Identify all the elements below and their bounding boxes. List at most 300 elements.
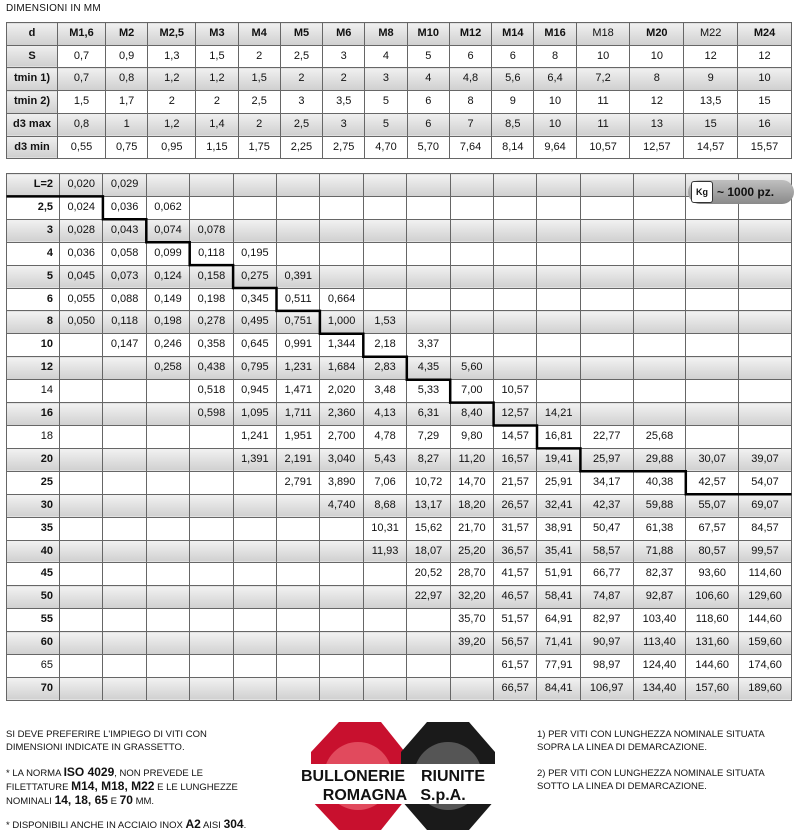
weight-cell: 84,57 bbox=[739, 517, 792, 540]
dimensions-cell: 12 bbox=[738, 45, 792, 68]
weight-cell bbox=[320, 609, 363, 632]
weight-cell: 144,60 bbox=[739, 609, 792, 632]
weight-cell bbox=[146, 655, 189, 678]
weight-cell: 25,91 bbox=[537, 471, 580, 494]
weight-cell bbox=[233, 196, 276, 219]
weight-cell bbox=[277, 494, 320, 517]
weight-cell: 92,87 bbox=[633, 586, 686, 609]
weight-cell: 40,38 bbox=[633, 471, 686, 494]
note-iso-text: E LE LUNGHEZZE NOMINALI bbox=[6, 782, 238, 807]
weight-cell bbox=[739, 288, 792, 311]
weight-cell bbox=[580, 242, 633, 265]
weight-cell bbox=[580, 334, 633, 357]
weight-cell bbox=[60, 563, 103, 586]
weight-cell bbox=[363, 196, 406, 219]
weight-cell bbox=[60, 609, 103, 632]
column-header-size: M1,6 bbox=[58, 23, 106, 46]
weight-cell: 9,80 bbox=[450, 425, 493, 448]
weight-cell: 0,751 bbox=[277, 311, 320, 334]
weight-cell bbox=[190, 471, 233, 494]
weight-cell bbox=[494, 311, 537, 334]
weight-cell: 30,07 bbox=[686, 448, 739, 471]
weight-cell: 55,07 bbox=[686, 494, 739, 517]
dimensions-cell: 0,9 bbox=[106, 45, 148, 68]
weight-cell: 18,07 bbox=[407, 540, 450, 563]
weight-cell: 157,60 bbox=[686, 677, 739, 700]
weight-row bbox=[7, 357, 792, 380]
weight-cell: 0,518 bbox=[190, 380, 233, 403]
weight-cell: 2,360 bbox=[320, 403, 363, 426]
weight-cell bbox=[537, 357, 580, 380]
dimensions-cell: 15 bbox=[684, 113, 738, 136]
dimensions-cell: 1,2 bbox=[148, 113, 196, 136]
weight-cell bbox=[190, 425, 233, 448]
weight-cell bbox=[450, 219, 493, 242]
weight-row bbox=[7, 242, 792, 265]
dimensions-cell: 8 bbox=[534, 45, 576, 68]
weight-cell: 0,028 bbox=[60, 219, 103, 242]
weight-cell: 0,198 bbox=[146, 311, 189, 334]
weight-cell: 10,31 bbox=[363, 517, 406, 540]
weight-cell bbox=[537, 380, 580, 403]
weight-cell: 124,40 bbox=[633, 655, 686, 678]
weight-cell: 7,29 bbox=[407, 425, 450, 448]
dimensions-cell: 1,5 bbox=[238, 68, 280, 91]
weight-cell bbox=[633, 174, 686, 197]
weight-cell: 93,60 bbox=[686, 563, 739, 586]
weight-cell bbox=[537, 219, 580, 242]
weight-cell bbox=[320, 540, 363, 563]
weight-cell bbox=[320, 196, 363, 219]
weight-cell bbox=[146, 403, 189, 426]
weight-cell bbox=[580, 174, 633, 197]
note-iso-text: MM. bbox=[132, 796, 155, 807]
weight-cell bbox=[633, 403, 686, 426]
weight-row bbox=[7, 311, 792, 334]
weight-cell: 25,20 bbox=[450, 540, 493, 563]
column-header-size: M5 bbox=[280, 23, 322, 46]
column-header-size: M4 bbox=[238, 23, 280, 46]
dimensions-cell: 1,75 bbox=[238, 136, 280, 159]
weight-cell bbox=[320, 632, 363, 655]
weight-row bbox=[7, 563, 792, 586]
weight-badge bbox=[688, 180, 794, 204]
weight-cell bbox=[190, 632, 233, 655]
weight-cell: 0,073 bbox=[103, 265, 146, 288]
weight-cell: 0,020 bbox=[60, 174, 103, 197]
weight-cell bbox=[537, 265, 580, 288]
weight-cell bbox=[494, 174, 537, 197]
length-label: 30 bbox=[7, 494, 60, 517]
weight-cell: 69,07 bbox=[739, 494, 792, 517]
weight-cell: 64,91 bbox=[537, 609, 580, 632]
weight-cell: 118,60 bbox=[686, 609, 739, 632]
dimensions-cell: 6,4 bbox=[534, 68, 576, 91]
note-below-line bbox=[537, 767, 793, 793]
column-header-size: M14 bbox=[492, 23, 534, 46]
weight-cell bbox=[103, 380, 146, 403]
note-iso-text: * LA NORMA bbox=[6, 768, 64, 779]
weight-cell bbox=[233, 632, 276, 655]
dimensions-cell: 2,25 bbox=[280, 136, 322, 159]
weight-cell: 0,991 bbox=[277, 334, 320, 357]
weight-cell bbox=[407, 242, 450, 265]
weight-cell bbox=[146, 174, 189, 197]
weight-cell: 16,81 bbox=[537, 425, 580, 448]
weight-row bbox=[7, 219, 792, 242]
weight-row bbox=[7, 403, 792, 426]
column-header-size: M8 bbox=[365, 23, 407, 46]
dimensions-cell: 2 bbox=[148, 91, 196, 114]
weight-cell: 10,72 bbox=[407, 471, 450, 494]
weight-cell bbox=[60, 403, 103, 426]
weight-row bbox=[7, 425, 792, 448]
weight-cell bbox=[320, 586, 363, 609]
weight-cell bbox=[494, 357, 537, 380]
dimensions-cell: 0,8 bbox=[106, 68, 148, 91]
dimensions-cell: 16 bbox=[738, 113, 792, 136]
weight-cell: 46,57 bbox=[494, 586, 537, 609]
weight-cell bbox=[537, 334, 580, 357]
dimensions-cell: 1,7 bbox=[106, 91, 148, 114]
weight-cell bbox=[60, 357, 103, 380]
weight-cell bbox=[103, 494, 146, 517]
weight-cell: 0,036 bbox=[60, 242, 103, 265]
logo-text-bullonerie: BULLONERIE bbox=[301, 768, 405, 785]
dimensions-cell: 12 bbox=[684, 45, 738, 68]
weight-cell: 50,47 bbox=[580, 517, 633, 540]
weight-cell bbox=[739, 265, 792, 288]
weight-cell: 11,93 bbox=[363, 540, 406, 563]
weight-cell: 42,37 bbox=[580, 494, 633, 517]
column-header-size: M24 bbox=[738, 23, 792, 46]
column-header-size: M2,5 bbox=[148, 23, 196, 46]
weight-cell: 12,57 bbox=[494, 403, 537, 426]
weight-cell: 6,31 bbox=[407, 403, 450, 426]
note-inox-text: . bbox=[243, 820, 247, 831]
weight-cell: 11,20 bbox=[450, 448, 493, 471]
weight-cell: 32,41 bbox=[537, 494, 580, 517]
weight-cell bbox=[450, 311, 493, 334]
weight-cell bbox=[277, 609, 320, 632]
weight-cell: 41,57 bbox=[494, 563, 537, 586]
weight-cell: 0,147 bbox=[103, 334, 146, 357]
weight-cell bbox=[277, 677, 320, 700]
weight-cell bbox=[60, 655, 103, 678]
weight-cell bbox=[363, 609, 406, 632]
column-header-size: M18 bbox=[576, 23, 630, 46]
weight-cell bbox=[407, 609, 450, 632]
weight-cell: 8,40 bbox=[450, 403, 493, 426]
dimensions-row bbox=[7, 68, 792, 91]
weight-cell: 4,78 bbox=[363, 425, 406, 448]
dimensions-cell: 7 bbox=[449, 113, 491, 136]
column-header-d: d bbox=[7, 23, 58, 46]
weight-cell: 80,57 bbox=[686, 540, 739, 563]
weight-cell bbox=[580, 403, 633, 426]
weight-cell: 0,062 bbox=[146, 196, 189, 219]
column-header-size: M12 bbox=[449, 23, 491, 46]
length-label: 70 bbox=[7, 677, 60, 700]
dimensions-cell: 6 bbox=[492, 45, 534, 68]
weight-cell: 99,57 bbox=[739, 540, 792, 563]
weight-cell bbox=[233, 540, 276, 563]
weight-cell: 4,13 bbox=[363, 403, 406, 426]
length-label: 2,5 bbox=[7, 196, 60, 219]
dimensions-cell: 2 bbox=[280, 68, 322, 91]
length-label: 10 bbox=[7, 334, 60, 357]
weight-cell bbox=[146, 380, 189, 403]
length-label: 35 bbox=[7, 517, 60, 540]
weight-cell: 67,57 bbox=[686, 517, 739, 540]
weight-cell: 0,945 bbox=[233, 380, 276, 403]
weight-cell: 39,20 bbox=[450, 632, 493, 655]
note-iso-text: E bbox=[107, 796, 120, 807]
weight-cell: 0,074 bbox=[146, 219, 189, 242]
weight-cell bbox=[103, 677, 146, 700]
weight-cell bbox=[277, 174, 320, 197]
weight-cell: 7,00 bbox=[450, 380, 493, 403]
weight-cell: 84,41 bbox=[537, 677, 580, 700]
weight-cell: 74,87 bbox=[580, 586, 633, 609]
weight-cell: 21,70 bbox=[450, 517, 493, 540]
weight-cell bbox=[190, 609, 233, 632]
weight-cell: 1,471 bbox=[277, 380, 320, 403]
weight-cell: 2,791 bbox=[277, 471, 320, 494]
dimensions-cell: 9 bbox=[492, 91, 534, 114]
dimensions-cell: 5 bbox=[407, 45, 449, 68]
weight-cell bbox=[363, 265, 406, 288]
weight-cell: 0,055 bbox=[60, 288, 103, 311]
weight-cell bbox=[103, 403, 146, 426]
weight-cell: 3,040 bbox=[320, 448, 363, 471]
weight-cell bbox=[146, 448, 189, 471]
weight-cell: 71,41 bbox=[537, 632, 580, 655]
column-header-size: M10 bbox=[407, 23, 449, 46]
dimensions-cell: 0,7 bbox=[58, 45, 106, 68]
dimensions-cell: 8 bbox=[630, 68, 684, 91]
weight-cell bbox=[686, 219, 739, 242]
length-label: 16 bbox=[7, 403, 60, 426]
dimensions-cell: 13 bbox=[630, 113, 684, 136]
weight-cell bbox=[686, 265, 739, 288]
weight-cell bbox=[580, 380, 633, 403]
dimensions-row-label: d3 min bbox=[7, 136, 58, 159]
weight-cell: 0,149 bbox=[146, 288, 189, 311]
weight-cell: 25,68 bbox=[633, 425, 686, 448]
dimensions-cell: 10,57 bbox=[576, 136, 630, 159]
weight-cell: 14,70 bbox=[450, 471, 493, 494]
weight-cell: 0,043 bbox=[103, 219, 146, 242]
note-iso-text: , NON PREVEDE LE FILETTATURE bbox=[6, 768, 203, 793]
logo-text-spa: S.p.A. bbox=[420, 787, 466, 804]
weight-cell: 174,60 bbox=[739, 655, 792, 678]
weight-cell: 90,97 bbox=[580, 632, 633, 655]
note-preference-text: SI DEVE PREFERIRE L'IMPIEGO DI VITI CON DIMENSIONI INDICATE IN GRASSETTO. bbox=[6, 729, 207, 753]
note-iso bbox=[6, 766, 268, 808]
logo-text-riunite: RIUNITE bbox=[421, 768, 485, 785]
dimensions-cell: 3 bbox=[323, 113, 365, 136]
weight-cell bbox=[407, 677, 450, 700]
length-label: 3 bbox=[7, 219, 60, 242]
weight-row bbox=[7, 196, 792, 219]
dimensions-cell: 1,2 bbox=[148, 68, 196, 91]
weight-cell bbox=[580, 357, 633, 380]
dimensions-cell: 5,70 bbox=[407, 136, 449, 159]
dimensions-table bbox=[6, 22, 792, 159]
weight-cell bbox=[739, 357, 792, 380]
length-label: 55 bbox=[7, 609, 60, 632]
note-inox-text: AISI bbox=[200, 820, 224, 831]
weight-cell: 1,241 bbox=[233, 425, 276, 448]
dimensions-cell: 11 bbox=[576, 113, 630, 136]
length-label: 60 bbox=[7, 632, 60, 655]
weight-cell: 1,231 bbox=[277, 357, 320, 380]
dimensions-cell: 9,64 bbox=[534, 136, 576, 159]
weight-cell: 114,60 bbox=[739, 563, 792, 586]
weight-cell: 61,57 bbox=[494, 655, 537, 678]
weight-cell bbox=[580, 265, 633, 288]
weight-cell bbox=[407, 219, 450, 242]
weight-cell: 1,344 bbox=[320, 334, 363, 357]
weight-row bbox=[7, 540, 792, 563]
weight-cell: 20,52 bbox=[407, 563, 450, 586]
weight-cell: 0,358 bbox=[190, 334, 233, 357]
dimensions-header-row bbox=[7, 23, 792, 46]
weight-cell: 14,21 bbox=[537, 403, 580, 426]
weight-row bbox=[7, 632, 792, 655]
weight-cell bbox=[190, 517, 233, 540]
weight-cell: 0,195 bbox=[233, 242, 276, 265]
dimensions-cell: 8,5 bbox=[492, 113, 534, 136]
weight-cell: 1,53 bbox=[363, 311, 406, 334]
dimensions-row-label: tmin 1) bbox=[7, 68, 58, 91]
dimensions-cell: 1,5 bbox=[58, 91, 106, 114]
dimensions-cell: 0,7 bbox=[58, 68, 106, 91]
length-label: 50 bbox=[7, 586, 60, 609]
weight-cell bbox=[320, 242, 363, 265]
dimensions-cell: 1,2 bbox=[196, 68, 238, 91]
weight-cell: 29,88 bbox=[633, 448, 686, 471]
weight-cell bbox=[407, 311, 450, 334]
length-label: L=2 bbox=[7, 174, 60, 197]
weight-cell: 0,598 bbox=[190, 403, 233, 426]
weight-cell bbox=[190, 174, 233, 197]
weight-cell bbox=[277, 242, 320, 265]
weight-cell: 0,391 bbox=[277, 265, 320, 288]
weight-cell: 0,099 bbox=[146, 242, 189, 265]
weight-cell bbox=[103, 609, 146, 632]
weight-cell: 3,48 bbox=[363, 380, 406, 403]
weight-cell bbox=[363, 563, 406, 586]
dimensions-cell: 1,15 bbox=[196, 136, 238, 159]
dimensions-cell: 12 bbox=[630, 91, 684, 114]
dimensions-cell: 9 bbox=[684, 68, 738, 91]
dimensions-cell: 6 bbox=[407, 91, 449, 114]
weight-cell: 34,17 bbox=[580, 471, 633, 494]
weight-cell bbox=[320, 219, 363, 242]
weight-cell: 3,890 bbox=[320, 471, 363, 494]
weight-cell bbox=[146, 517, 189, 540]
dimensions-cell: 2,5 bbox=[238, 91, 280, 114]
weight-cell: 32,20 bbox=[450, 586, 493, 609]
weight-cell: 8,27 bbox=[407, 448, 450, 471]
weight-cell: 0,088 bbox=[103, 288, 146, 311]
weight-cell bbox=[103, 586, 146, 609]
weight-cell bbox=[277, 586, 320, 609]
weight-cell bbox=[580, 219, 633, 242]
weight-cell bbox=[633, 242, 686, 265]
dimensions-row bbox=[7, 113, 792, 136]
weight-cell bbox=[450, 196, 493, 219]
weight-cell bbox=[407, 174, 450, 197]
length-label: 8 bbox=[7, 311, 60, 334]
dimensions-row-label: S bbox=[7, 45, 58, 68]
note-iso-lengths: 14, 18, 65 bbox=[54, 793, 108, 807]
weight-cell bbox=[146, 632, 189, 655]
weight-row bbox=[7, 655, 792, 678]
weight-cell: 22,77 bbox=[580, 425, 633, 448]
weight-cell bbox=[103, 563, 146, 586]
dimensions-cell: 2,75 bbox=[323, 136, 365, 159]
weight-cell bbox=[60, 632, 103, 655]
weight-cell bbox=[363, 677, 406, 700]
weight-cell: 0,645 bbox=[233, 334, 276, 357]
weight-cell: 113,40 bbox=[633, 632, 686, 655]
weight-cell: 71,88 bbox=[633, 540, 686, 563]
dimensions-cell: 10 bbox=[534, 91, 576, 114]
weight-cell: 16,57 bbox=[494, 448, 537, 471]
weight-cell bbox=[233, 471, 276, 494]
weight-row bbox=[7, 609, 792, 632]
weight-cell: 3,37 bbox=[407, 334, 450, 357]
dimensions-cell: 7,64 bbox=[449, 136, 491, 159]
dimensions-row bbox=[7, 136, 792, 159]
weight-cell bbox=[407, 265, 450, 288]
weight-cell: 189,60 bbox=[739, 677, 792, 700]
weight-cell bbox=[103, 632, 146, 655]
weight-cell bbox=[739, 425, 792, 448]
weight-cell bbox=[103, 448, 146, 471]
weight-cell: 0,664 bbox=[320, 288, 363, 311]
weight-cell: 106,97 bbox=[580, 677, 633, 700]
weight-cell: 61,38 bbox=[633, 517, 686, 540]
weight-cell: 2,191 bbox=[277, 448, 320, 471]
weight-cell bbox=[190, 655, 233, 678]
dimensions-cell: 12,57 bbox=[630, 136, 684, 159]
weight-cell: 59,88 bbox=[633, 494, 686, 517]
weight-row bbox=[7, 448, 792, 471]
weight-cell bbox=[363, 174, 406, 197]
weight-cell bbox=[320, 517, 363, 540]
weight-cell: 0,438 bbox=[190, 357, 233, 380]
dimensions-cell: 15,57 bbox=[738, 136, 792, 159]
note-above-line bbox=[537, 728, 793, 754]
weight-cell: 77,91 bbox=[537, 655, 580, 678]
weight-cell bbox=[190, 563, 233, 586]
weight-cell: 0,495 bbox=[233, 311, 276, 334]
weight-cell: 0,158 bbox=[190, 265, 233, 288]
weight-cell bbox=[686, 357, 739, 380]
weight-cell bbox=[103, 471, 146, 494]
weight-cell bbox=[633, 357, 686, 380]
dimensions-cell: 2 bbox=[238, 45, 280, 68]
dimensions-row-label: d3 max bbox=[7, 113, 58, 136]
dimensions-cell: 4 bbox=[407, 68, 449, 91]
weight-cell: 38,91 bbox=[537, 517, 580, 540]
weight-cell bbox=[233, 494, 276, 517]
column-header-size: M2 bbox=[106, 23, 148, 46]
